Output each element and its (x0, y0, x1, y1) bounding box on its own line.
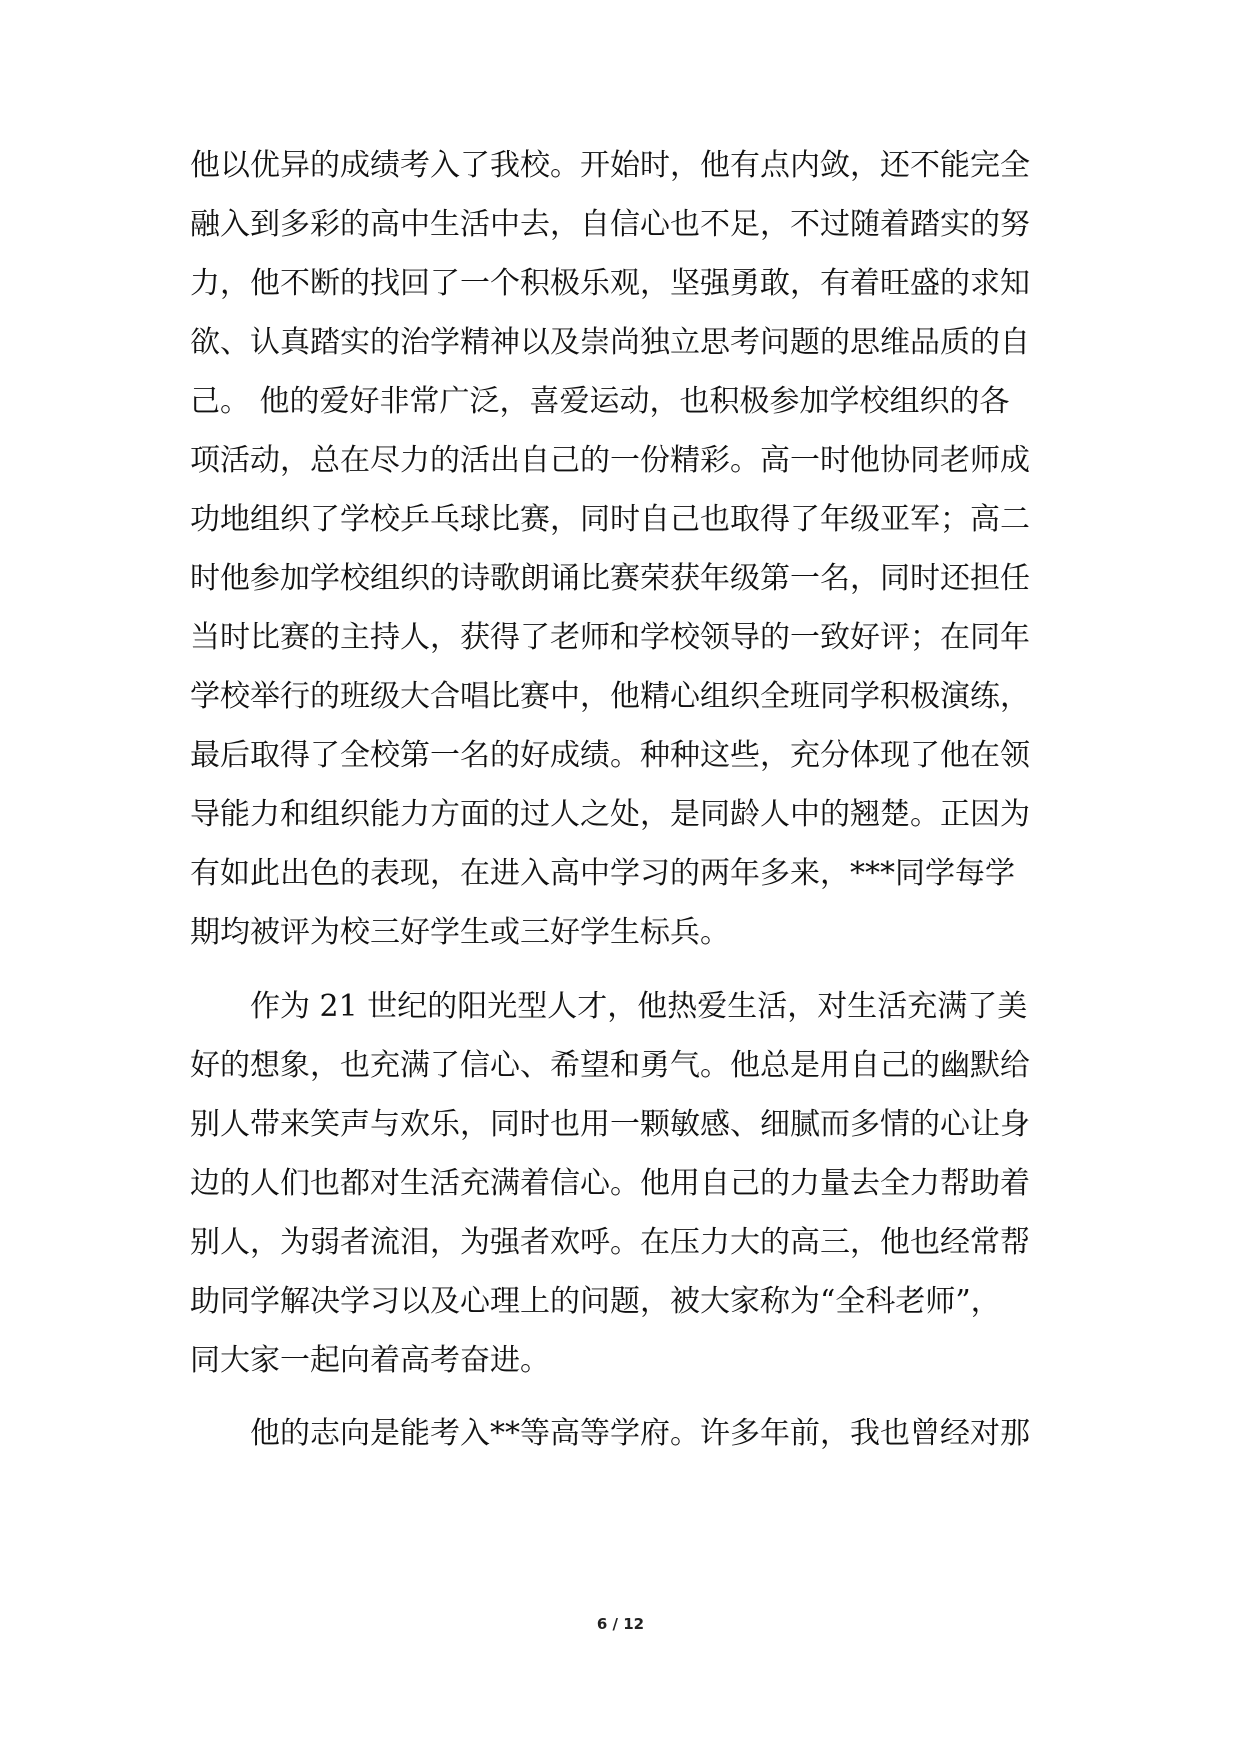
paragraph-2-line-7: 同大家一起向着高考奋进。 (190, 1343, 550, 1378)
paragraph-2-line-5: 别人，为弱者流泪，为强者欢呼。在压力大的高三，他也经常帮 (190, 1225, 1030, 1260)
paragraph-2-line-6: 助同学解决学习以及心理上的问题，被大家称为“全科老师”， (190, 1284, 1001, 1319)
paragraph-1-line-14: 期均被评为校三好学生或三好学生标兵。 (190, 915, 730, 950)
paragraph-1-line-5: 己。 他的爱好非常广泛，喜爱运动，也积极参加学校组织的各 (190, 384, 1010, 419)
paragraph-1-line-11: 最后取得了全校第一名的好成绩。种种这些，充分体现了他在领 (190, 738, 1030, 773)
paragraph-1-line-12: 导能力和组织能力方面的过人之处，是同龄人中的翘楚。正因为 (190, 797, 1030, 832)
paragraph-1-line-9: 当时比赛的主持人，获得了老师和学校领导的一致好评；在同年 (190, 620, 1030, 655)
paragraph-1-line-10: 学校举行的班级大合唱比赛中，他精心组织全班同学积极演练， (190, 679, 1030, 714)
paragraph-2-line-4: 边的人们也都对生活充满着信心。他用自己的力量去全力帮助着 (190, 1166, 1030, 1201)
page-number: 6 / 12 (596, 1615, 645, 1633)
paragraph-1-line-1: 他以优异的成绩考入了我校。开始时，他有点内敛，还不能完全 (190, 148, 1030, 183)
paragraph-2-line-3: 别人带来笑声与欢乐，同时也用一颗敏感、细腻而多情的心让身 (190, 1107, 1030, 1142)
paragraph-2-line-2: 好的想象，也充满了信心、希望和勇气。他总是用自己的幽默给 (190, 1048, 1030, 1083)
paragraph-1-line-2: 融入到多彩的高中生活中去，自信心也不足，不过随着踏实的努 (190, 207, 1030, 242)
paragraph-3-line-1: 他的志向是能考入**等高等学府。许多年前，我也曾经对那 (250, 1416, 1030, 1451)
paragraph-2-line-1: 作为 21 世纪的阳光型人才，他热爱生活，对生活充满了美 (250, 989, 1028, 1024)
paragraph-1-line-13: 有如此出色的表现，在进入高中学习的两年多来，***同学每学 (190, 856, 1015, 891)
paragraph-1-line-3: 力，他不断的找回了一个积极乐观，坚强勇敢，有着旺盛的求知 (190, 266, 1030, 301)
paragraph-1-line-7: 功地组织了学校乒乓球比赛，同时自己也取得了年级亚军；高二 (190, 502, 1030, 537)
paragraph-1-line-4: 欲、认真踏实的治学精神以及崇尚独立思考问题的思维品质的自 (190, 325, 1030, 360)
paragraph-1-line-8: 时他参加学校组织的诗歌朗诵比赛荣获年级第一名，同时还担任 (190, 561, 1030, 596)
paragraph-1-line-6: 项活动，总在尽力的活出自己的一份精彩。高一时他协同老师成 (190, 443, 1030, 478)
